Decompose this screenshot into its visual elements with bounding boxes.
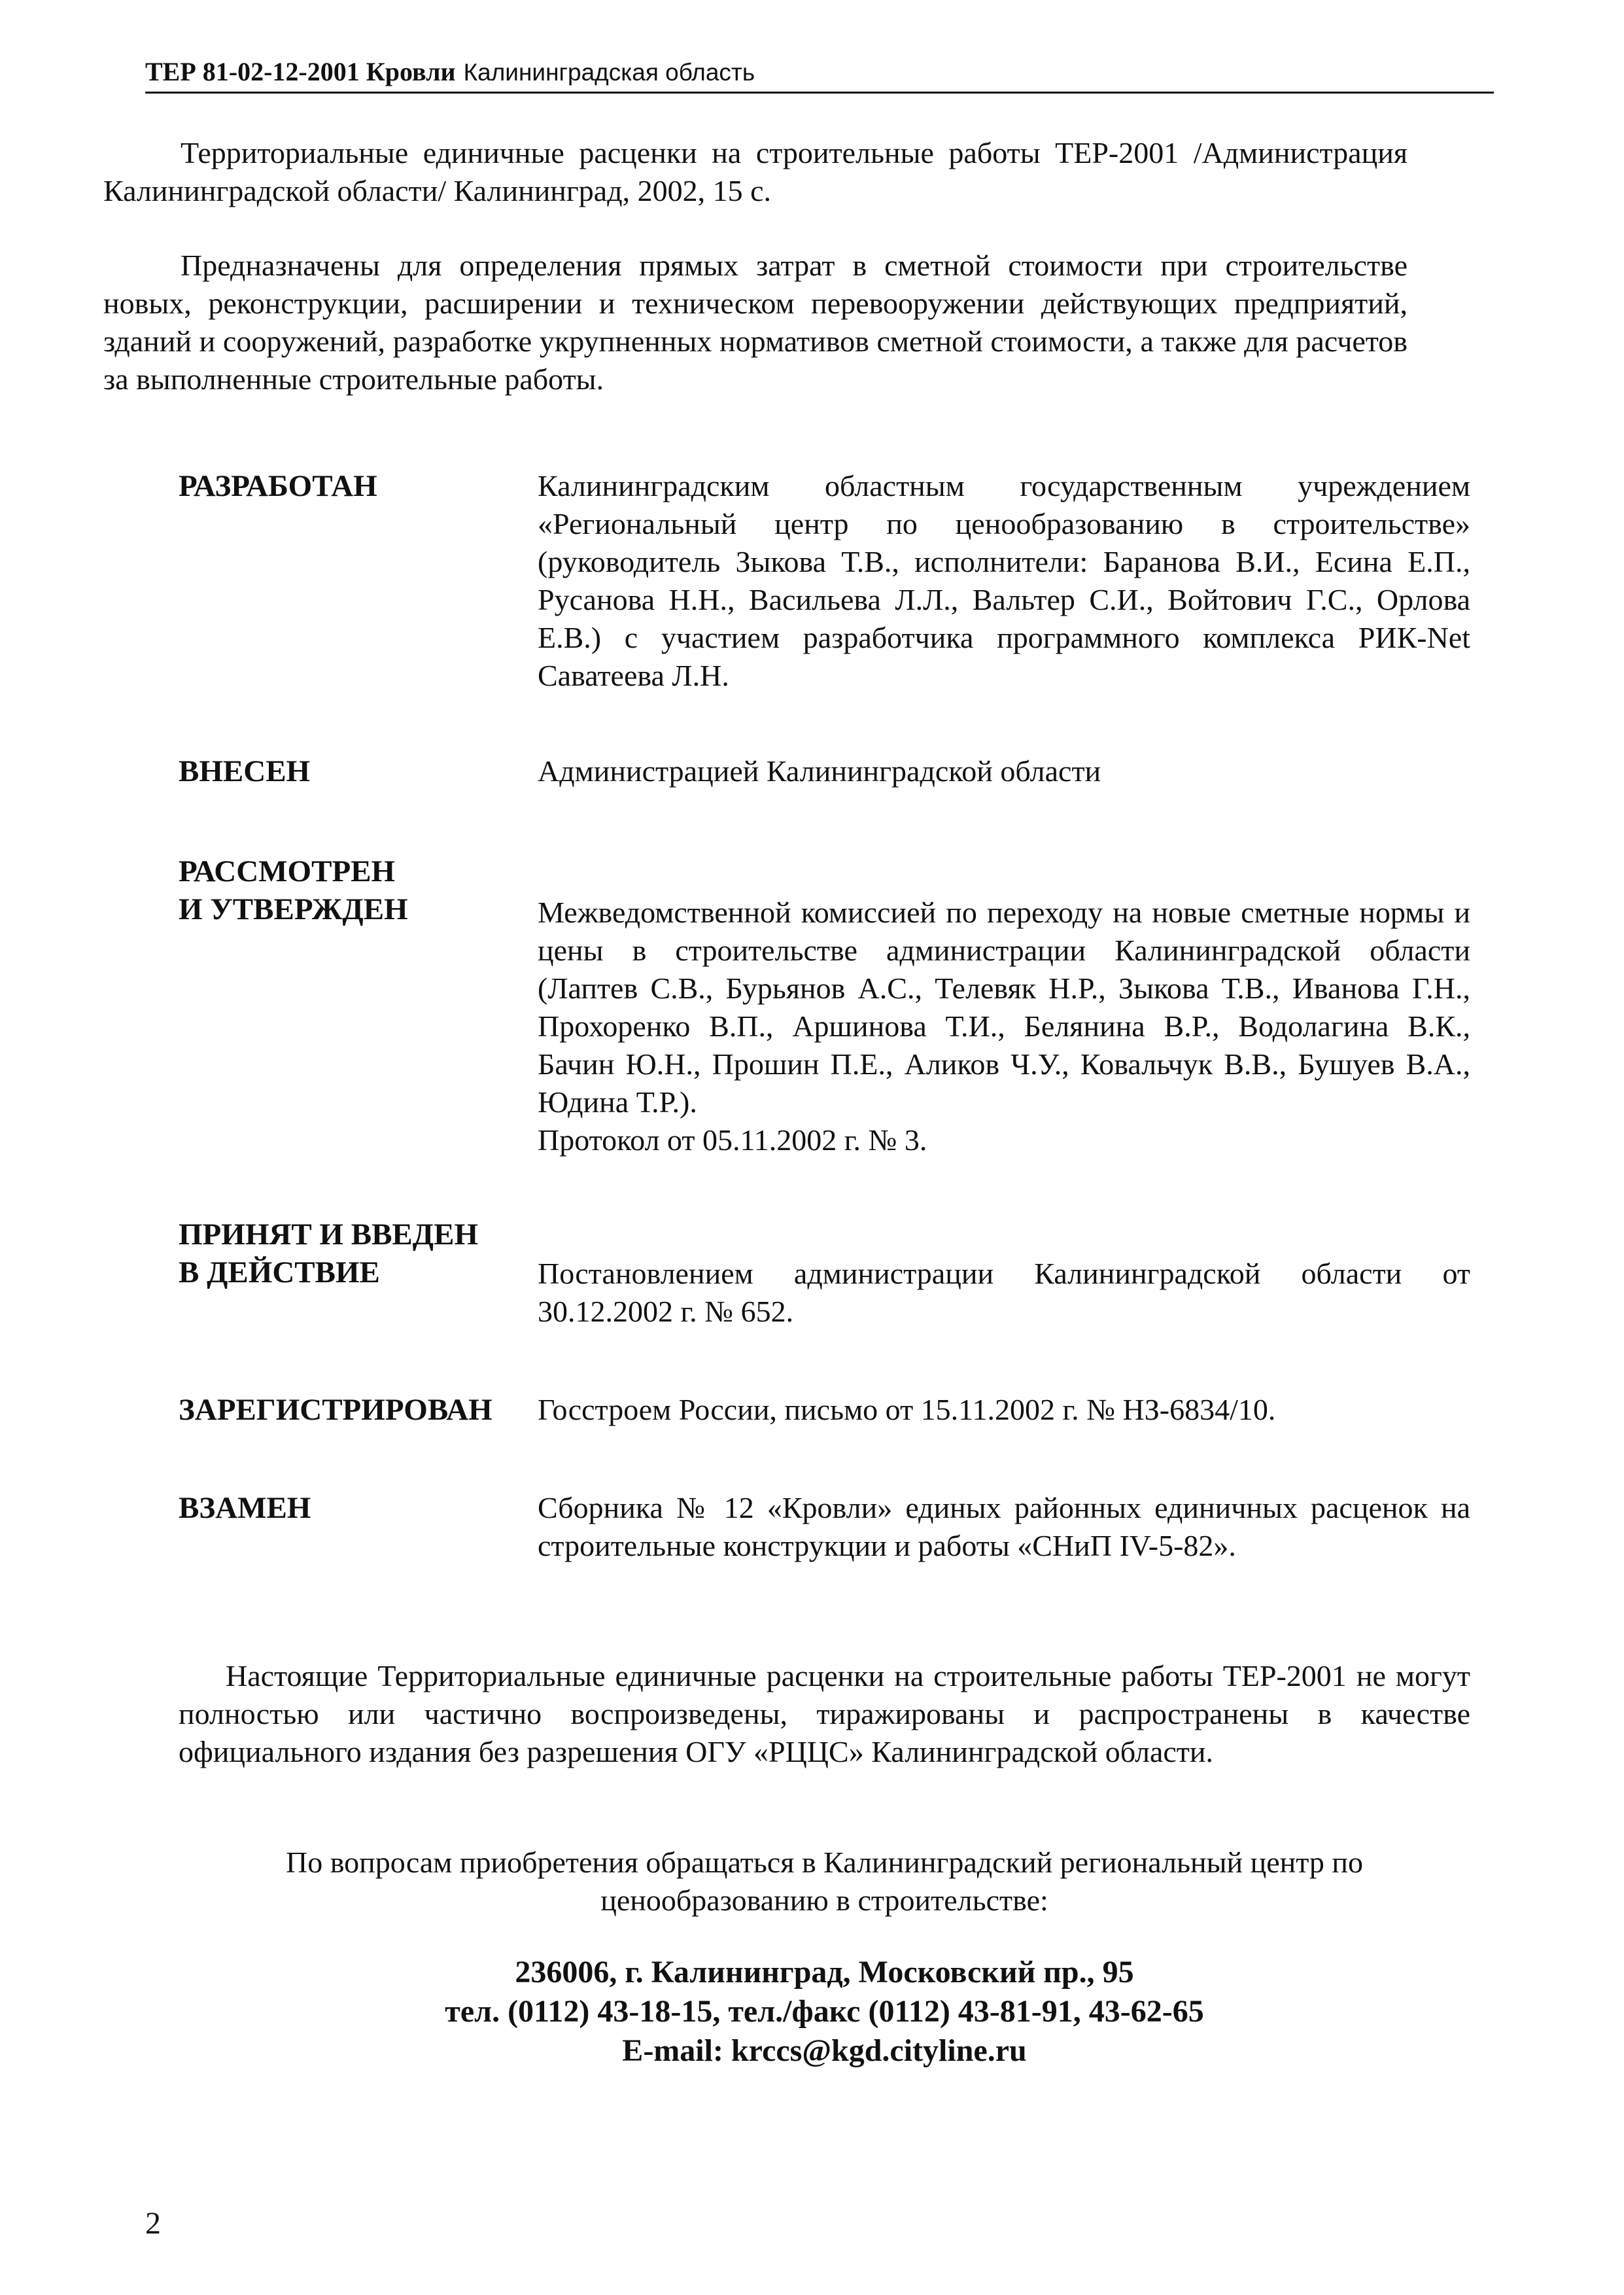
phone-numbers: тел. (0112) 43-18-15, тел./факс (0112) 43-81-91, 43-62-65 [445, 1994, 1204, 2029]
copyright-notice: Настоящие Территориальные единичные расценки на строительные работы ТЕР-2001 не могут полностью или частично воспроизведены, тиражированы и распространены в качестве официального издания без разрешения ОГУ «РЦЦС» Калининградской области. [179, 1659, 1470, 1768]
document-region: Калининградская область [463, 59, 755, 86]
page-header [145, 55, 1494, 89]
reviewed-protocol: Протокол от 05.11.2002 г. № 3. [538, 1123, 927, 1157]
purpose-paragraph: Предназначены для определения прямых затрат в сметной стоимости при строительстве новых, реконструкции, расширении и техническом перевооружении действующих предприятий, зданий и сооружений, разработке укрупненных нормативов сметной стоимости, а также для расчетов за выполненные строительные работы. [103, 249, 1408, 396]
registered-label: ЗАРЕГИСТРИРОВАН [179, 1393, 492, 1427]
reviewed-label-line2: И УТВЕРЖДЕН [179, 892, 408, 926]
document-code: ТЕР 81-02-12-2001 Кровли [145, 57, 456, 86]
adopted-label-line2: В ДЕЙСТВИЕ [179, 1255, 380, 1289]
reviewed-text [538, 894, 1470, 1159]
email-address: E-mail: krccs@kgd.cityline.ru [622, 2033, 1027, 2068]
bibliographic-reference: Территориальные единичные расценки на строительные работы ТЕР-2001 /Администрация Калининградской области/ Калининград, 2002, 15 с. [103, 136, 1408, 207]
registered-text: Госстроем России, письмо от 15.11.2002 г. № НЗ-6834/10. [538, 1393, 1276, 1426]
address-block [179, 1953, 1470, 2071]
header-divider [145, 92, 1494, 94]
adopted-label-line1: ПРИНЯТ И ВВЕДЕН [179, 1218, 479, 1252]
postal-address: 236006, г. Калининград, Московский пр., 95 [515, 1955, 1134, 1989]
replaces-label: ВЗАМЕН [179, 1491, 311, 1525]
adopted-text: Постановлением администрации Калининградской области от 30.12.2002 г. № 652. [538, 1257, 1470, 1328]
submitted-text: Администрацией Калининградской области [538, 754, 1101, 788]
contact-note: По вопросам приобретения обращаться в Калининградский региональный центр по ценообразованию в строительстве: [285, 1846, 1364, 1917]
developed-label: РАЗРАБОТАН [179, 469, 377, 503]
developed-text: Калининградским областным государственным учреждением «Региональный центр по ценообразованию в строительстве» (руководитель Зыкова Т.В., исполнители: Баранова В.И., Есина Е.П., Русанова Н.Н., Васильева Л.Л., Вальтер С.И., Войтович Г.С., Орлова Е.В.) с участием разработчика программного комплекса РИК-Net Саватеева Л.Н. [538, 469, 1470, 692]
page-number: 2 [145, 2206, 161, 2241]
reviewed-commission: Межведомственной комиссией по переходу на новые сметные нормы и цены в строительстве администрации Калининградской области (Лаптев С.В., Бурьянов А.С., Телевяк Н.Р., Зыкова Т.В., Иванова Г.Н., Прохоренко В.П., Аршинова Т.И., Белянина В.Р., Водолагина В.К., Бачин Ю.Н., Прошин П.Е., Аликов Ч.У., Ковальчук В.В., Бушуев В.А., Юдина Т.Р.). [538, 896, 1470, 1119]
replaces-text: Сборника № 12 «Кровли» единых районных единичных расценок на строительные конструкции и работы «СНиП IV-5-82». [538, 1491, 1470, 1562]
reviewed-label-line1: РАССМОТРЕН [179, 854, 396, 888]
submitted-label: ВНЕСЕН [179, 754, 311, 788]
